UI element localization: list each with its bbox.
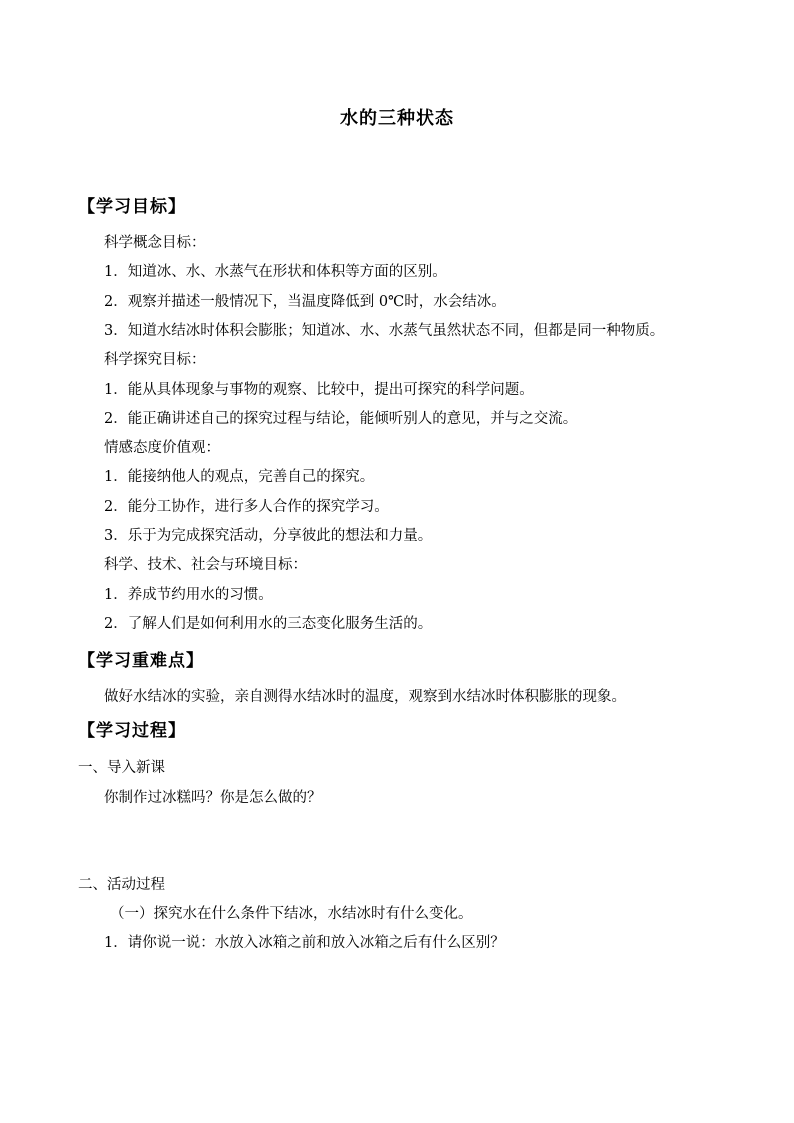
attitude-goal-item: 1．能接纳他人的观点，完善自己的探究。 xyxy=(104,469,375,485)
attitude-goals-title: 情感态度价值观： xyxy=(104,440,220,456)
activity-question-1: 1．请你说一说：水放入冰箱之前和放入冰箱之后有什么区别？ xyxy=(104,935,505,951)
stse-goals-title: 科学、技术、社会与环境目标： xyxy=(104,557,307,573)
key-points-heading: 【学习重难点】 xyxy=(78,651,204,671)
concept-goal-item: 3．知道水结冰时体积会膨胀；知道冰、水、水蒸气虽然状态不同，但都是同一种物质。 xyxy=(104,323,665,339)
inquiry-goal-item: 1．能从具体现象与事物的观察、比较中，提出可探究的科学问题。 xyxy=(104,382,534,398)
concept-goal-item: 2．观察并描述一般情况下，当温度降低到 0℃时，水会结冰。 xyxy=(104,294,506,310)
goals-heading: 【学习目标】 xyxy=(78,197,186,217)
process-heading: 【学习过程】 xyxy=(78,721,186,741)
inquiry-goal-item: 2．能正确讲述自己的探究过程与结论，能倾听别人的意见，并与之交流。 xyxy=(104,411,578,427)
intro-question: 你制作过冰糕吗？你是怎么做的？ xyxy=(104,790,322,806)
activity-subtitle: （一）探究水在什么条件下结冰，水结冰时有什么变化。 xyxy=(110,906,473,922)
page-title: 水的三种状态 xyxy=(340,108,454,129)
intro-section-title: 一、导入新课 xyxy=(78,760,165,776)
stse-goal-item: 2．了解人们是如何利用水的三态变化服务生活的。 xyxy=(104,616,433,632)
activity-section-title: 二、活动过程 xyxy=(78,877,165,893)
inquiry-goals-title: 科学探究目标： xyxy=(104,352,206,368)
stse-goal-item: 1．养成节约用水的习惯。 xyxy=(104,587,273,603)
key-points-text: 做好水结冰的实验，亲自测得水结冰时的温度，观察到水结冰时体积膨胀的现象。 xyxy=(104,689,626,705)
attitude-goal-item: 3．乐于为完成探究活动，分享彼此的想法和力量。 xyxy=(104,528,433,544)
concept-goals-title: 科学概念目标： xyxy=(104,235,206,251)
concept-goal-item: 1．知道冰、水、水蒸气在形状和体积等方面的区别。 xyxy=(104,264,447,280)
attitude-goal-item: 2．能分工协作，进行多人合作的探究学习。 xyxy=(104,499,389,515)
